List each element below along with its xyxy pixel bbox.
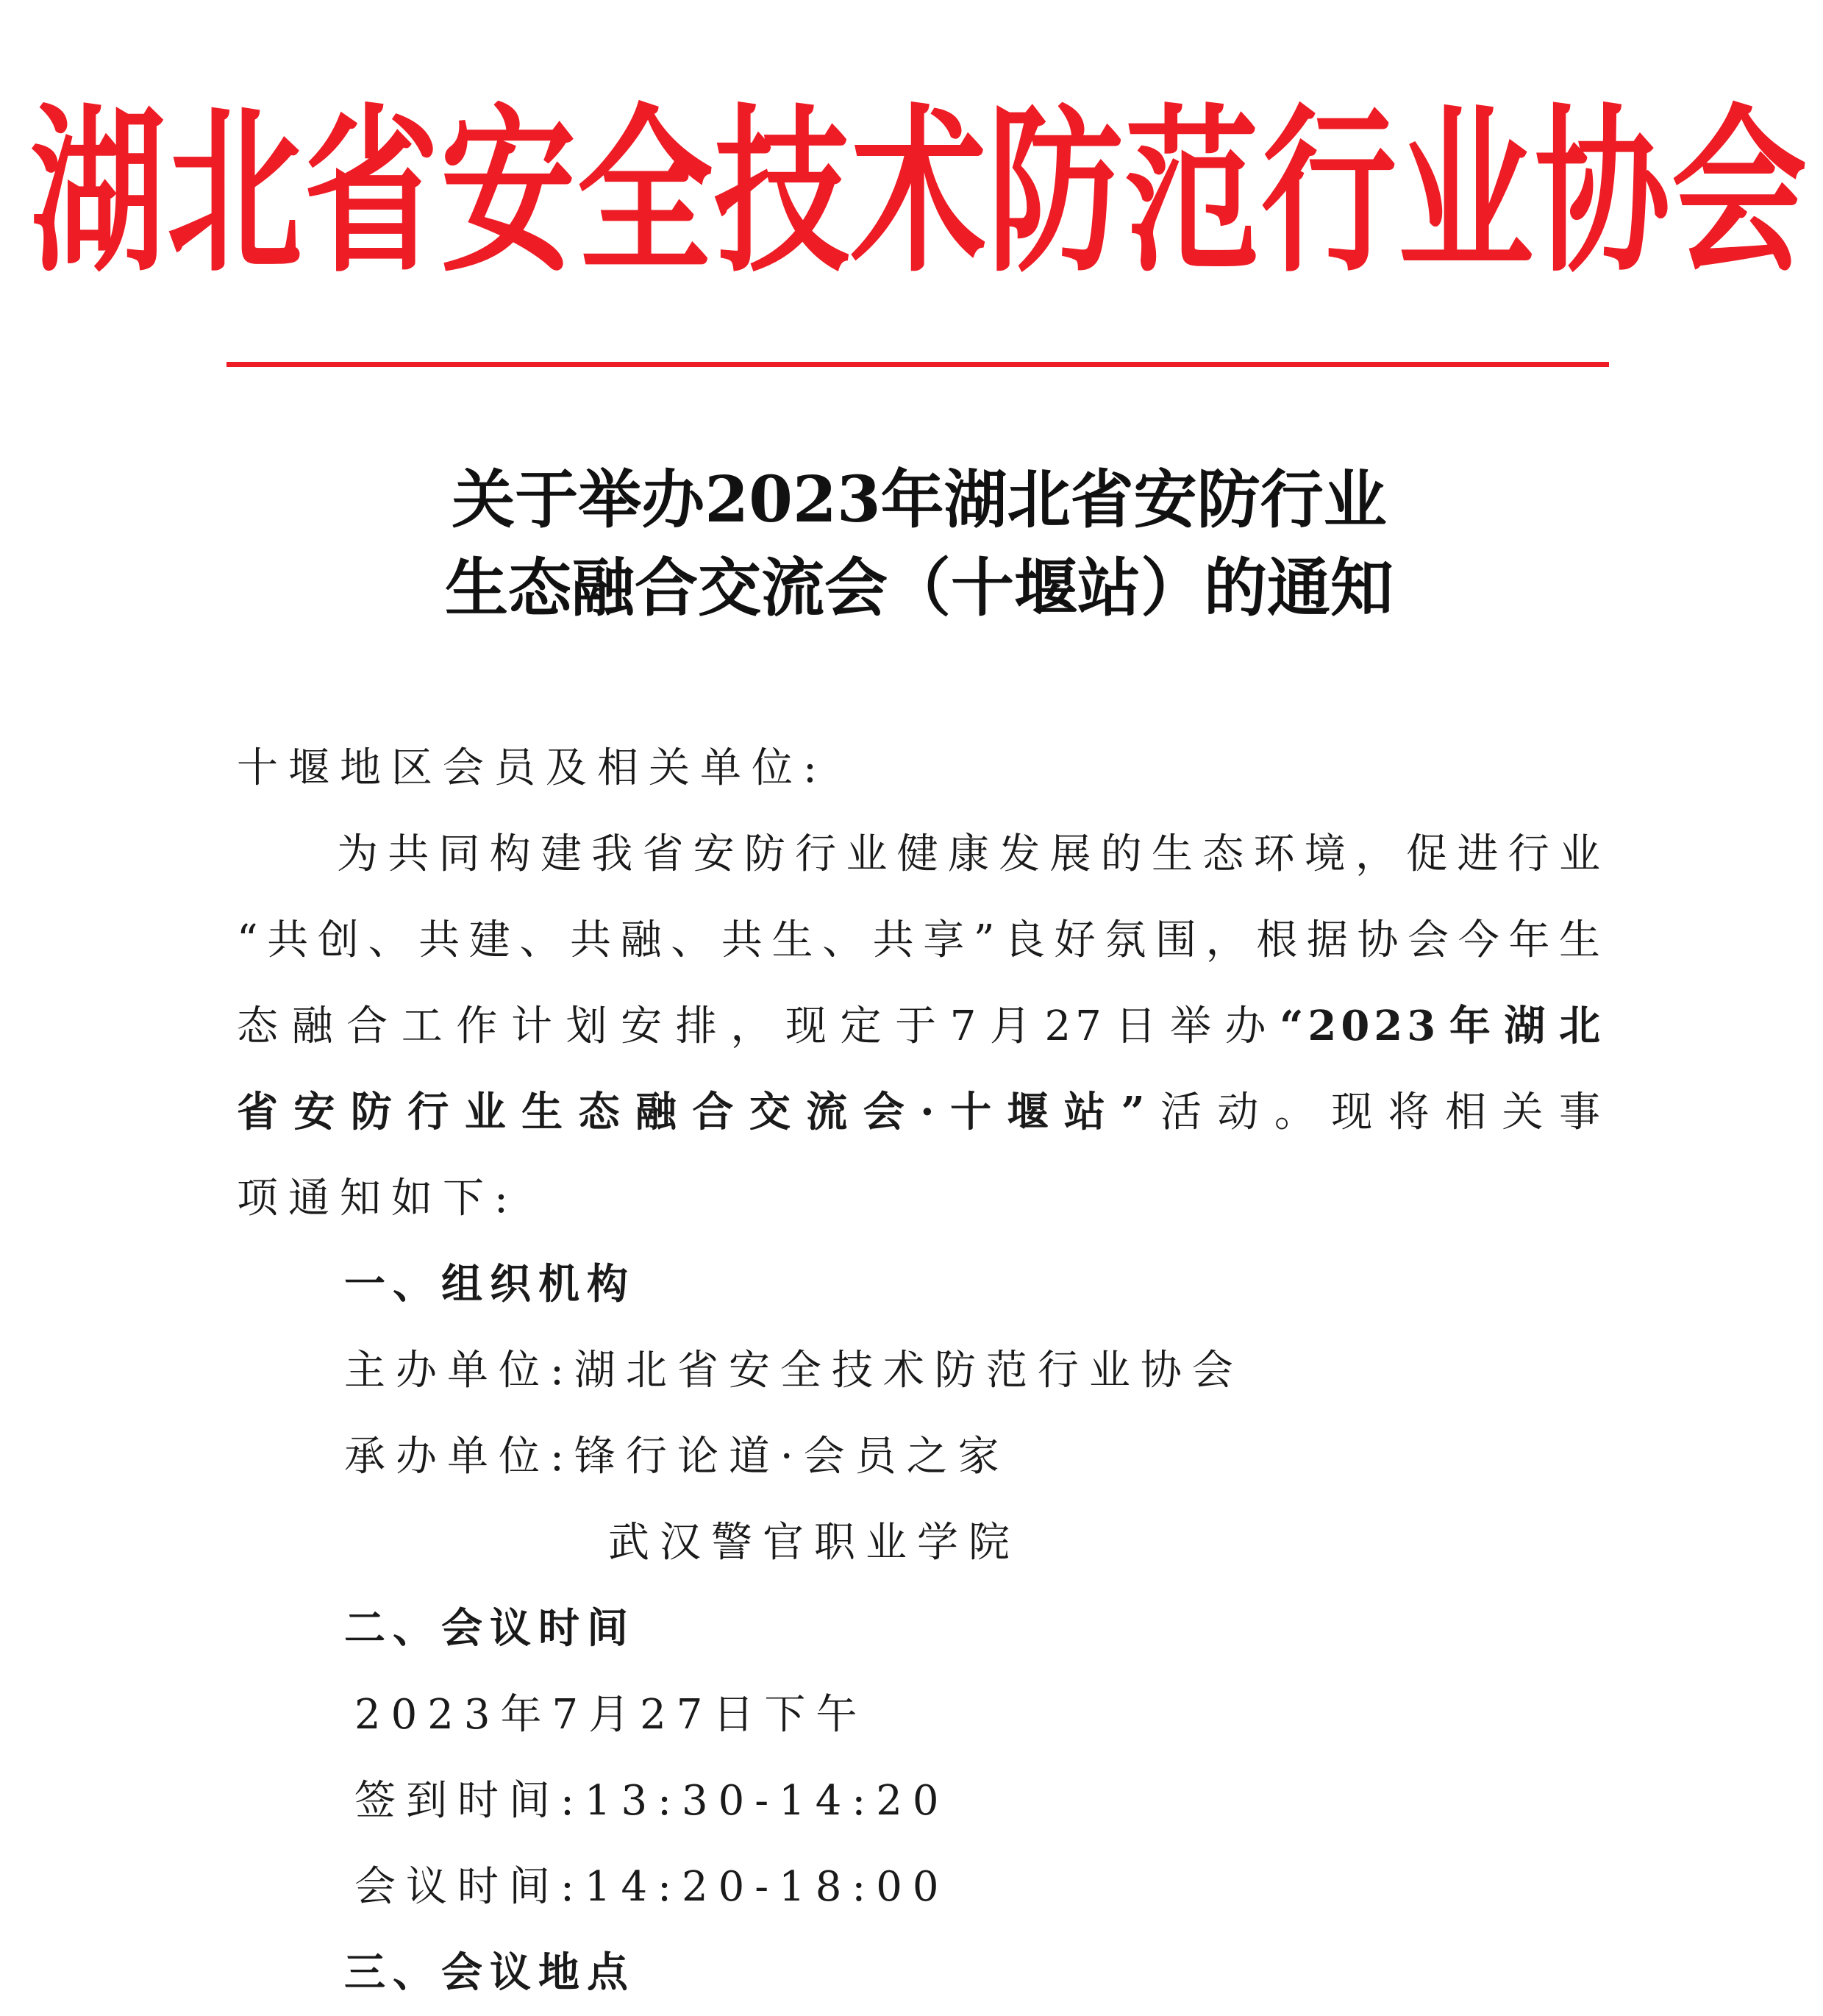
host-unit: 主办单位:湖北省安全技术防范行业协会	[344, 1347, 1244, 1395]
salutation: 十堰地区会员及相关单位:	[237, 744, 827, 792]
notice-body	[237, 725, 1605, 2016]
checkin-time: 签到时间:13:30-14:20	[354, 1777, 949, 1825]
meeting-date: 2023年7月27日下午	[354, 1691, 868, 1739]
event-name-part-1: “2023年湖北	[1280, 1002, 1605, 1050]
section-2-heading: 二、会议时间	[344, 1605, 635, 1653]
organizer-label: 承办单位:	[344, 1433, 574, 1481]
intro-line-3	[237, 983, 1605, 1069]
intro-line-3-text: 态融合工作计划安排，现定于7月27日举办	[237, 1002, 1280, 1050]
organizer-unit	[237, 1414, 1605, 1500]
meeting-time: 会议时间:14:20-18:00	[354, 1863, 949, 1911]
intro-line-2: “共创、共建、共融、共生、共享”良好氛围，根据协会今年生	[237, 916, 1605, 964]
intro-line-4	[237, 1069, 1605, 1155]
intro-line-1: 为共同构建我省安防行业健康发展的生态环境，促进行业	[337, 830, 1605, 878]
intro-line-5: 项通知如下:	[237, 1175, 518, 1222]
organizer-2: 武汉警官职业学院	[608, 1519, 1020, 1567]
notice-title	[221, 456, 1618, 633]
letterhead-divider	[226, 362, 1609, 367]
event-name-part-2: 省安防行业生态融合交流会·十堰站”	[237, 1088, 1149, 1136]
title-line-2: 生态融合交流会（十堰站）的通知	[445, 551, 1394, 625]
section-1-heading: 一、组织机构	[344, 1261, 635, 1308]
organizer-1: 锋行论道·会员之家	[574, 1433, 1010, 1481]
section-3-heading: 三、会议地点	[344, 1949, 635, 1997]
org-letterhead: 湖北省安全技术防范行业协会	[30, 88, 1809, 297]
title-line-1: 关于举办2023年湖北省安防行业	[452, 463, 1387, 537]
intro-line-4-text: 活动。现将相关事	[1149, 1089, 1605, 1136]
